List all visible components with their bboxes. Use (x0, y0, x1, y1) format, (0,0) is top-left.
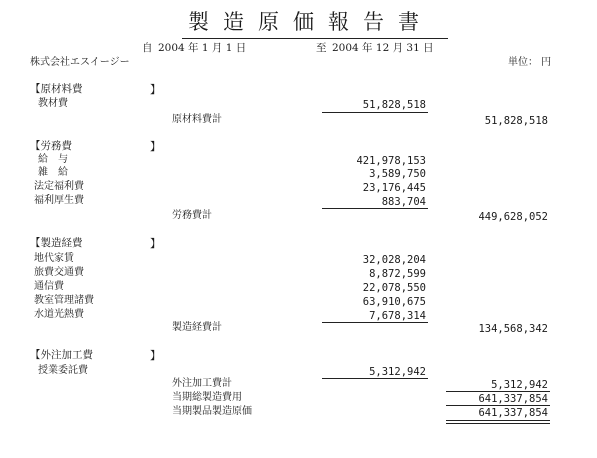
total-rule (446, 405, 550, 406)
unit-label: 単位： 円 (508, 57, 552, 68)
section-heading-labor: 【労務費 (30, 140, 72, 152)
subtotal-amount-outsourcing: 5,312,942 (491, 379, 548, 391)
period-to-label: 至 (316, 42, 327, 54)
subtotal-label-materials: 原材料費計 (172, 114, 222, 125)
section-heading-overhead: 【製造経費 (30, 237, 83, 249)
subtotal-label-labor: 労務費計 (172, 210, 212, 221)
subtotal-rule (322, 208, 428, 209)
title-underline (182, 38, 448, 39)
total-manufacturing-label: 当期総製造費用 (172, 392, 242, 403)
section-bracket-materials: 】 (150, 83, 161, 96)
line-item-amount: 883,704 (381, 196, 426, 208)
double-rule-bottom (446, 423, 550, 424)
subtotal-label-overhead: 製造経費計 (172, 322, 222, 333)
total-rule (446, 391, 550, 392)
line-item-amount: 51,828,518 (362, 99, 426, 111)
line-item-amount: 63,910,675 (362, 296, 426, 308)
line-item-label: 旅費交通費 (34, 267, 84, 278)
line-item-label: 教材費 (38, 98, 68, 109)
line-item-amount: 23,176,445 (362, 182, 426, 194)
line-item-label: 授業委託費 (38, 365, 88, 376)
subtotal-amount-labor: 449,628,052 (478, 211, 548, 223)
double-rule-top (446, 420, 550, 421)
line-item-amount: 421,978,153 (356, 155, 426, 167)
subtotal-rule (322, 112, 428, 113)
line-item-amount: 8,872,599 (369, 268, 426, 280)
subtotal-rule (322, 378, 428, 379)
line-item-amount: 3,589,750 (369, 168, 426, 180)
cost-of-goods-amount: 641,337,854 (478, 407, 548, 419)
subtotal-amount-overhead: 134,568,342 (478, 323, 548, 335)
line-item-amount: 32,028,204 (362, 254, 426, 266)
line-item-amount: 5,312,942 (369, 366, 426, 378)
company-name: 株式会社エスイージー (30, 57, 130, 68)
section-heading-materials: 【原材料費 (30, 83, 83, 95)
subtotal-label-outsourcing: 外注加工費計 (172, 378, 232, 389)
total-manufacturing-amount: 641,337,854 (478, 393, 548, 405)
line-item-label: 雑 給 (38, 167, 68, 178)
line-item-label: 地代家賃 (34, 253, 74, 264)
subtotal-amount-materials: 51,828,518 (484, 115, 548, 127)
line-item-label: 福利厚生費 (34, 195, 84, 206)
page-title: 製造原価報告書 (188, 10, 433, 34)
line-item-label: 通信費 (34, 281, 64, 292)
section-bracket-outsourcing: 】 (150, 349, 161, 362)
cost-of-goods-label: 当期製品製造原価 (172, 406, 252, 417)
period-to-date: 2004 年 12 月 31 日 (332, 42, 434, 54)
period-from-label: 自 (142, 42, 153, 54)
line-item-amount: 7,678,314 (369, 310, 426, 322)
line-item-label: 水道光熱費 (34, 309, 84, 320)
subtotal-rule (322, 322, 428, 323)
section-heading-outsourcing: 【外注加工費 (30, 349, 93, 361)
line-item-label: 給 与 (38, 154, 68, 165)
section-bracket-labor: 】 (150, 140, 161, 153)
section-bracket-overhead: 】 (150, 237, 161, 250)
period-from-date: 2004 年 1 月 1 日 (158, 42, 247, 54)
line-item-label: 教室管理諸費 (34, 295, 94, 306)
line-item-label: 法定福利費 (34, 181, 84, 192)
line-item-amount: 22,078,550 (362, 282, 426, 294)
